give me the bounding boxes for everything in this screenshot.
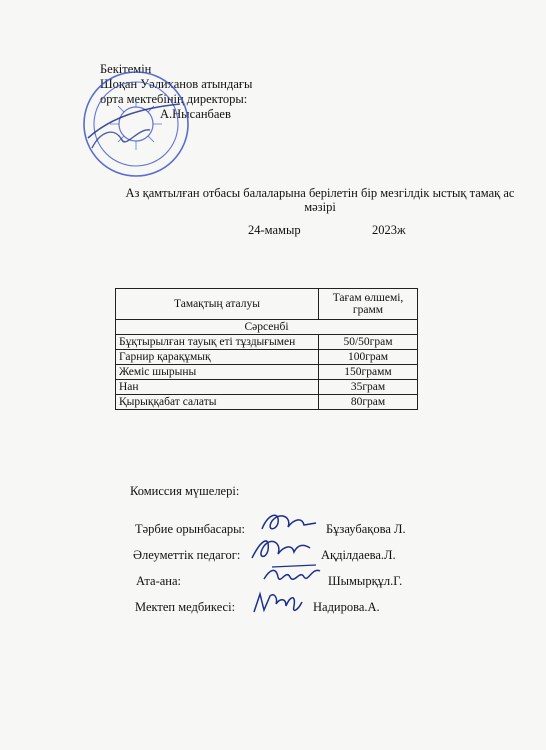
table-header-row xyxy=(116,289,418,320)
menu-table xyxy=(115,288,418,410)
member-role: Мектеп медбикесі: xyxy=(135,600,236,614)
signature-4 xyxy=(250,588,306,618)
table-row xyxy=(116,365,418,380)
table-row xyxy=(116,380,418,395)
table-row xyxy=(116,335,418,350)
signature-1 xyxy=(258,509,320,537)
signature-3 xyxy=(262,561,324,589)
dish-name: Нан xyxy=(116,380,319,395)
dish-portion: 100грам xyxy=(319,350,418,365)
member-name: Ақділдаева.Л. xyxy=(321,548,396,562)
member-role: Ата-ана: xyxy=(136,574,181,588)
member-name: Надирова.А. xyxy=(313,600,380,614)
dish-name: Қырыққабат салаты xyxy=(116,395,319,410)
dish-portion: 35грам xyxy=(319,380,418,395)
signature-2 xyxy=(250,534,314,564)
header-dish-name: Тамақтың аталуы xyxy=(116,289,319,320)
table-row xyxy=(116,350,418,365)
approval-block xyxy=(100,62,252,122)
member-name: Бұзаубақова Л. xyxy=(326,522,406,536)
menu-year: 2023ж xyxy=(372,223,406,237)
table-row xyxy=(116,395,418,410)
dish-portion: 150грамм xyxy=(319,365,418,380)
member-role: Әлеуметтік педагог: xyxy=(133,548,241,562)
dish-name: Жеміс шырыны xyxy=(116,365,319,380)
menu-date: 24-мамыр xyxy=(248,223,301,237)
dish-name: Бұқтырылған тауық еті тұздығымен xyxy=(116,335,319,350)
dish-name: Гарнир қарақұмық xyxy=(116,350,319,365)
dish-portion: 80грам xyxy=(319,395,418,410)
member-role: Тәрбие орынбасары: xyxy=(135,522,246,536)
approval-school-name: Шоқан Уәлиханов атындағы xyxy=(100,77,253,91)
member-name: Шымырқұл.Г. xyxy=(328,574,403,588)
approval-director-label: орта мектебінің директоры: xyxy=(100,92,248,106)
dish-portion: 50/50грам xyxy=(319,335,418,350)
day-of-week: Сәрсенбі xyxy=(116,320,418,335)
approval-director-name: А.Нысанбаев xyxy=(160,107,231,121)
table-day-row xyxy=(116,320,418,335)
approval-title: Бекітемін xyxy=(100,62,152,76)
commission-title: Комиссия мүшелері: xyxy=(130,484,240,498)
menu-title: Аз қамтылған отбасы балаларына берілетін бір мезгілдік ыстық тамақ ас мәзірі xyxy=(125,186,515,214)
header-portion-size: Тағам өлшемі, грамм xyxy=(319,289,418,320)
